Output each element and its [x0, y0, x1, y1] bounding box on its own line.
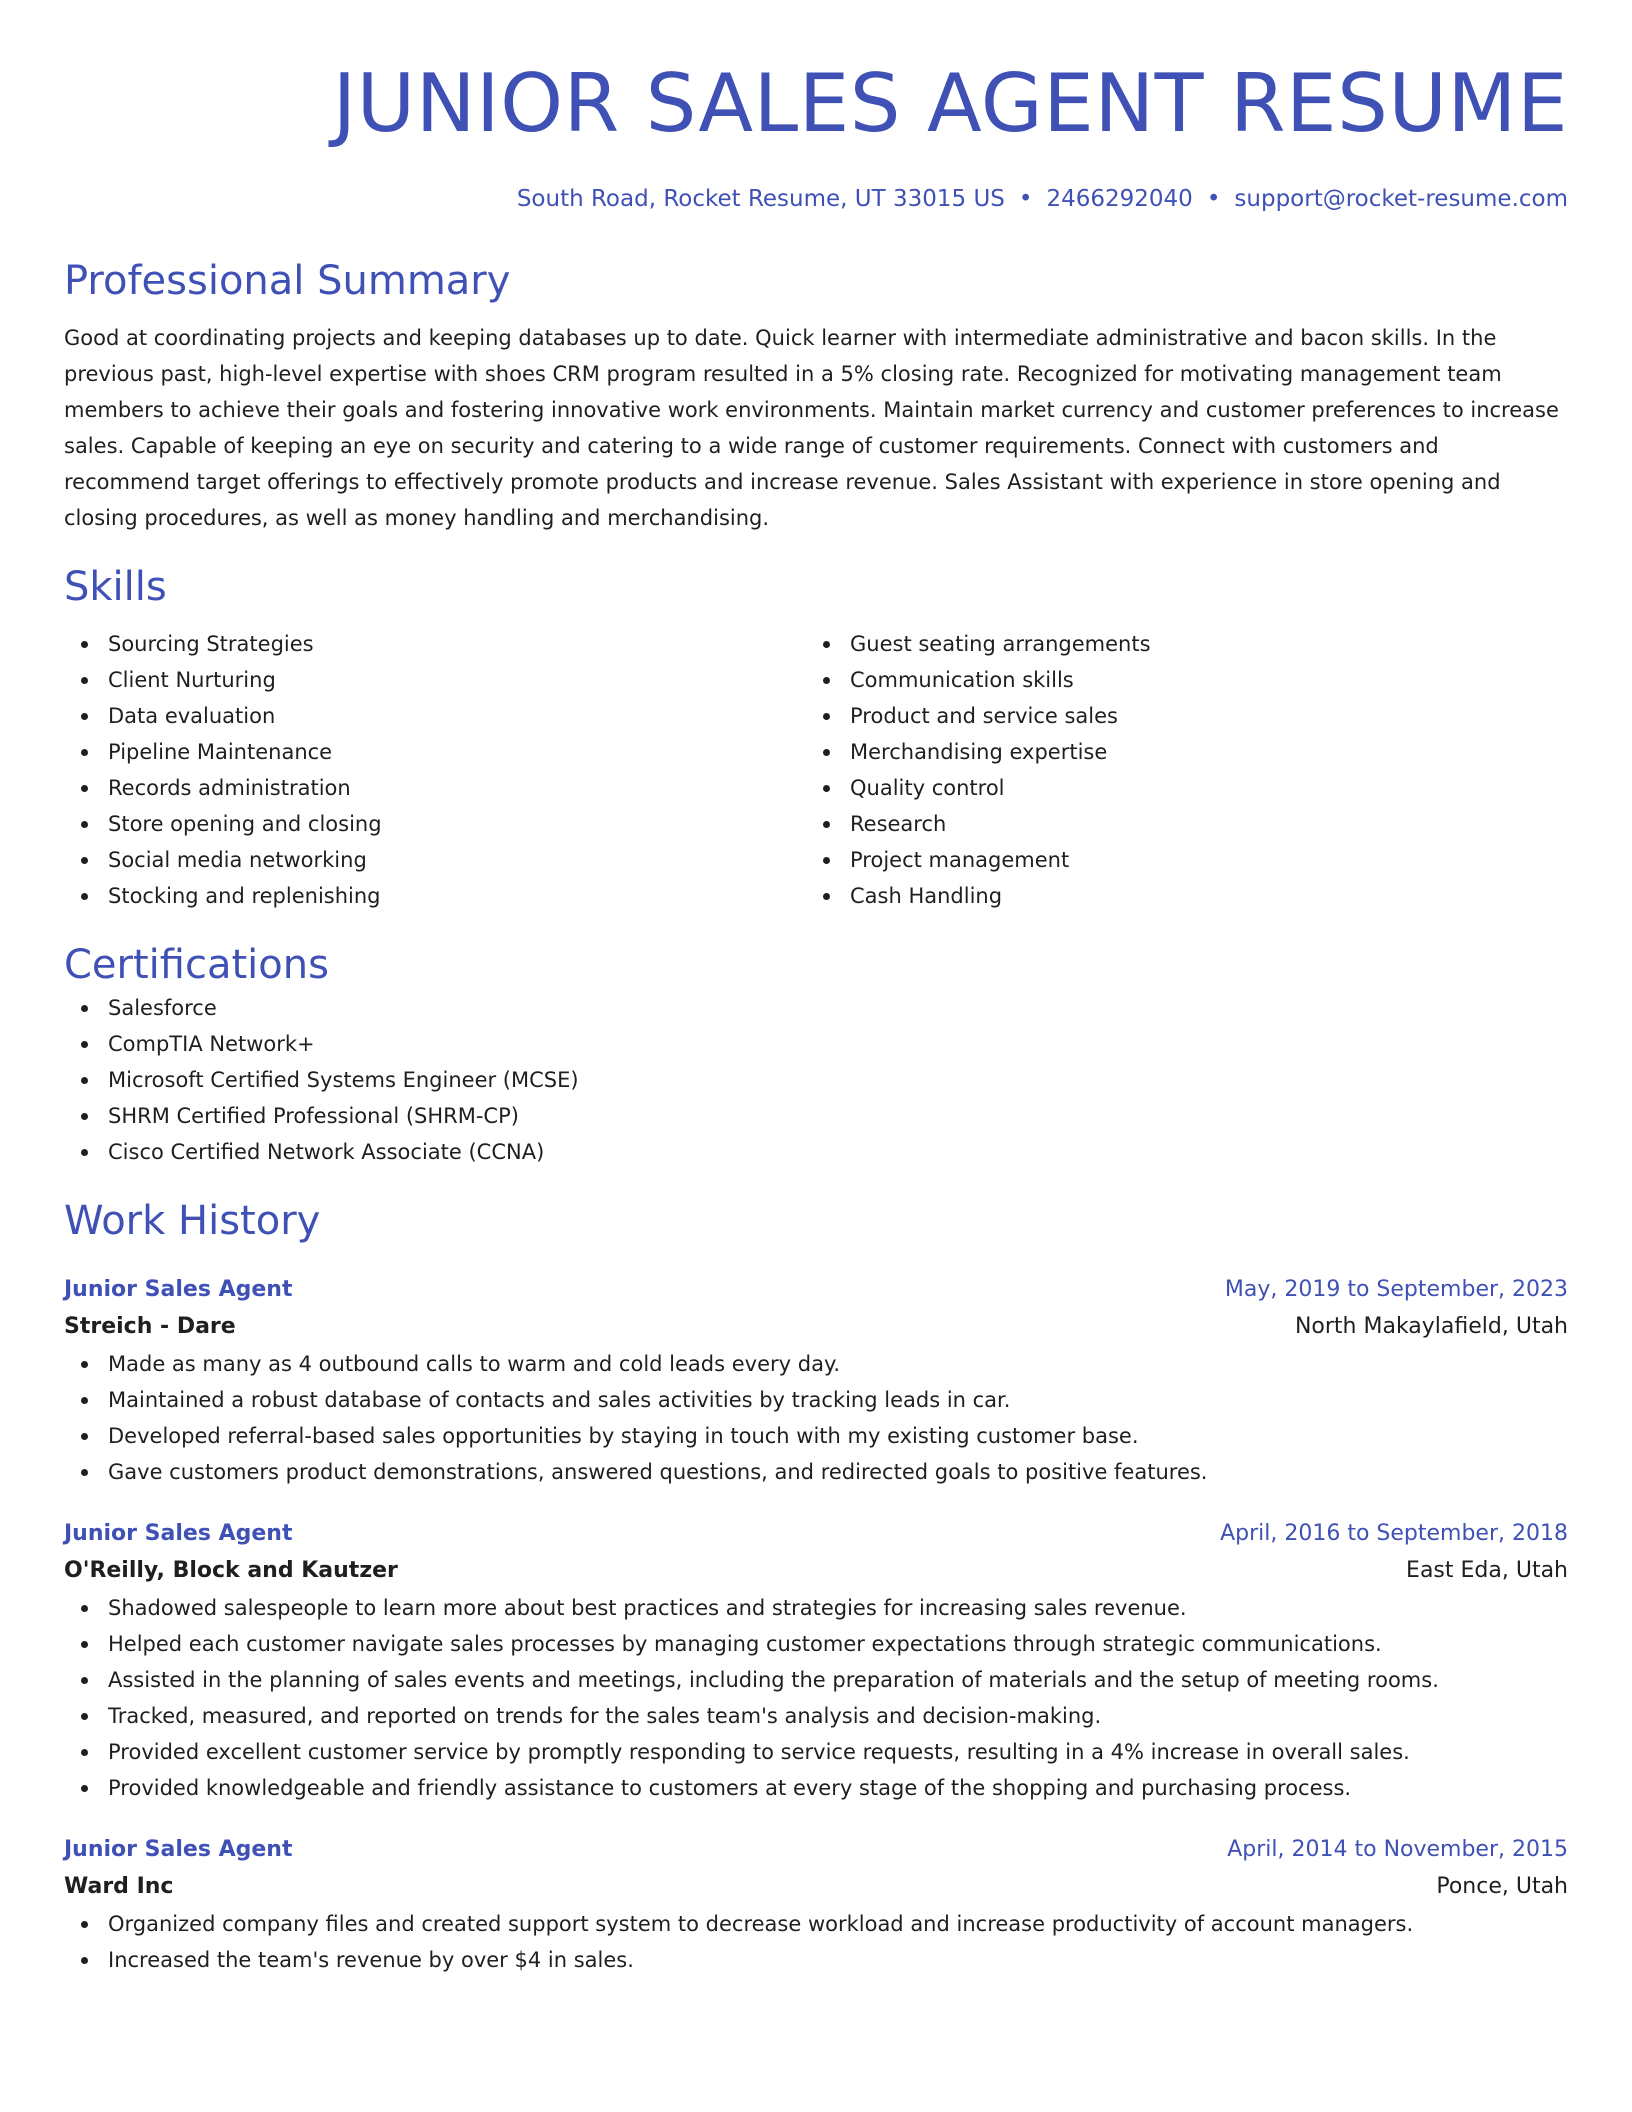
- skill-item: Project management: [806, 842, 1548, 878]
- job-header-row: [64, 1272, 1568, 1308]
- job-location: Ponce, Utah: [1436, 1874, 1568, 1899]
- job-dates: April, 2016 to September, 2018: [1220, 1521, 1568, 1546]
- job-bullet: Provided knowledgeable and friendly assistance to customers at every stage of the shopping and purchasing process.: [64, 1770, 1568, 1806]
- skill-item: Guest seating arrangements: [806, 626, 1548, 662]
- skill-item: Social media networking: [64, 842, 806, 878]
- skill-item: Records administration: [64, 770, 806, 806]
- job-entry: [64, 1516, 1568, 1806]
- work-history-heading: Work History: [64, 1198, 321, 1244]
- skill-item: Store opening and closing: [64, 806, 806, 842]
- job-bullet: Assisted in the planning of sales events and meetings, including the preparation of materials and the setup of meeting rooms.: [64, 1662, 1568, 1698]
- job-bullet-list: [64, 1346, 1568, 1490]
- job-bullet: Increased the team's revenue by over $4 in sales.: [64, 1942, 1568, 1978]
- job-title: Junior Sales Agent: [64, 1277, 293, 1302]
- skill-item: Pipeline Maintenance: [64, 734, 806, 770]
- job-header-row: [64, 1516, 1568, 1552]
- summary-heading: Professional Summary: [64, 258, 511, 304]
- certifications-heading: Certifications: [64, 942, 329, 988]
- certification-item: Microsoft Certified Systems Engineer (MCSE): [64, 1062, 1568, 1098]
- summary-text: Good at coordinating projects and keeping databases up to date. Quick learner with intermediate administrative and bacon skills. In the previous past, high-level expertise with shoes CRM program resulted in a 5% closing rate. Recognized for motivating management team members to achieve their goals and fostering innovative work environments. Maintain market currency and customer preferences to increase sales. Capable of keeping an eye on security and catering to a wide range of customer requirements. Connect with customers and recommend target offerings to effectively promote products and increase revenue. Sales Assistant with experience in store opening and closing procedures, as well as money handling and merchandising.: [64, 326, 1559, 530]
- job-header-row: [64, 1832, 1568, 1868]
- skill-item: Merchandising expertise: [806, 734, 1548, 770]
- job-bullet: Gave customers product demonstrations, answered questions, and redirected goals to positive features.: [64, 1454, 1568, 1490]
- certification-item: Cisco Certified Network Associate (CCNA): [64, 1134, 1568, 1170]
- job-bullet: Maintained a robust database of contacts and sales activities by tracking leads in car.: [64, 1382, 1568, 1418]
- job-bullet: Tracked, measured, and reported on trends for the sales team's analysis and decision-making.: [64, 1698, 1568, 1734]
- certification-item: Salesforce: [64, 990, 1568, 1026]
- job-location: North Makaylafield, Utah: [1294, 1314, 1568, 1339]
- skill-item: Data evaluation: [64, 698, 806, 734]
- job-company-row: [64, 1308, 1568, 1346]
- job-bullet: Shadowed salespeople to learn more about best practices and strategies for increasing sales revenue.: [64, 1590, 1568, 1626]
- skills-column-right: [806, 626, 1548, 914]
- job-company: Streich - Dare: [64, 1314, 236, 1339]
- resume-title: JUNIOR SALES AGENT RESUME: [332, 57, 1568, 150]
- skills-list-left: [64, 626, 806, 914]
- certifications-list: [64, 990, 1568, 1170]
- skill-item: Research: [806, 806, 1548, 842]
- contact-phone: 2466292040: [1046, 186, 1193, 212]
- job-title: Junior Sales Agent: [64, 1521, 293, 1546]
- job-dates: April, 2014 to November, 2015: [1227, 1837, 1568, 1862]
- job-entry: [64, 1272, 1568, 1490]
- job-company: O'Reilly, Block and Kautzer: [64, 1558, 398, 1583]
- job-location: East Eda, Utah: [1406, 1558, 1568, 1583]
- job-bullet-list: [64, 1590, 1568, 1806]
- job-dates: May, 2019 to September, 2023: [1224, 1277, 1568, 1302]
- skill-item: Stocking and replenishing: [64, 878, 806, 914]
- job-bullet: Helped each customer navigate sales processes by managing customer expectations through strategic communications.: [64, 1626, 1568, 1662]
- job-company-row: [64, 1868, 1568, 1906]
- skills-heading: Skills: [64, 564, 167, 610]
- contact-separator: •: [1206, 186, 1221, 212]
- job-bullet-list: [64, 1906, 1568, 1978]
- skill-item: Quality control: [806, 770, 1548, 806]
- skills-list-right: [806, 626, 1548, 914]
- skills-grid: [64, 626, 1568, 914]
- contact-line: [64, 184, 1568, 214]
- job-company-row: [64, 1552, 1568, 1590]
- skill-item: Sourcing Strategies: [64, 626, 806, 662]
- skill-item: Cash Handling: [806, 878, 1548, 914]
- certification-item: SHRM Certified Professional (SHRM-CP): [64, 1098, 1568, 1134]
- skill-item: Communication skills: [806, 662, 1548, 698]
- skill-item: Product and service sales: [806, 698, 1548, 734]
- certification-item: CompTIA Network+: [64, 1026, 1568, 1062]
- job-bullet: Organized company files and created support system to decrease workload and increase productivity of account managers.: [64, 1906, 1568, 1942]
- contact-email: support@rocket-resume.com: [1234, 186, 1568, 212]
- job-entry: [64, 1832, 1568, 1978]
- job-company: Ward Inc: [64, 1874, 174, 1899]
- contact-separator: •: [1018, 186, 1033, 212]
- job-bullet: Developed referral-based sales opportunities by staying in touch with my existing customer base.: [64, 1418, 1568, 1454]
- job-title: Junior Sales Agent: [64, 1837, 293, 1862]
- skills-column-left: [64, 626, 806, 914]
- job-bullet: Made as many as 4 outbound calls to warm and cold leads every day.: [64, 1346, 1568, 1382]
- contact-address: South Road, Rocket Resume, UT 33015 US: [516, 186, 1005, 212]
- skill-item: Client Nurturing: [64, 662, 806, 698]
- job-bullet: Provided excellent customer service by promptly responding to service requests, resulting in a 4% increase in overall sales.: [64, 1734, 1568, 1770]
